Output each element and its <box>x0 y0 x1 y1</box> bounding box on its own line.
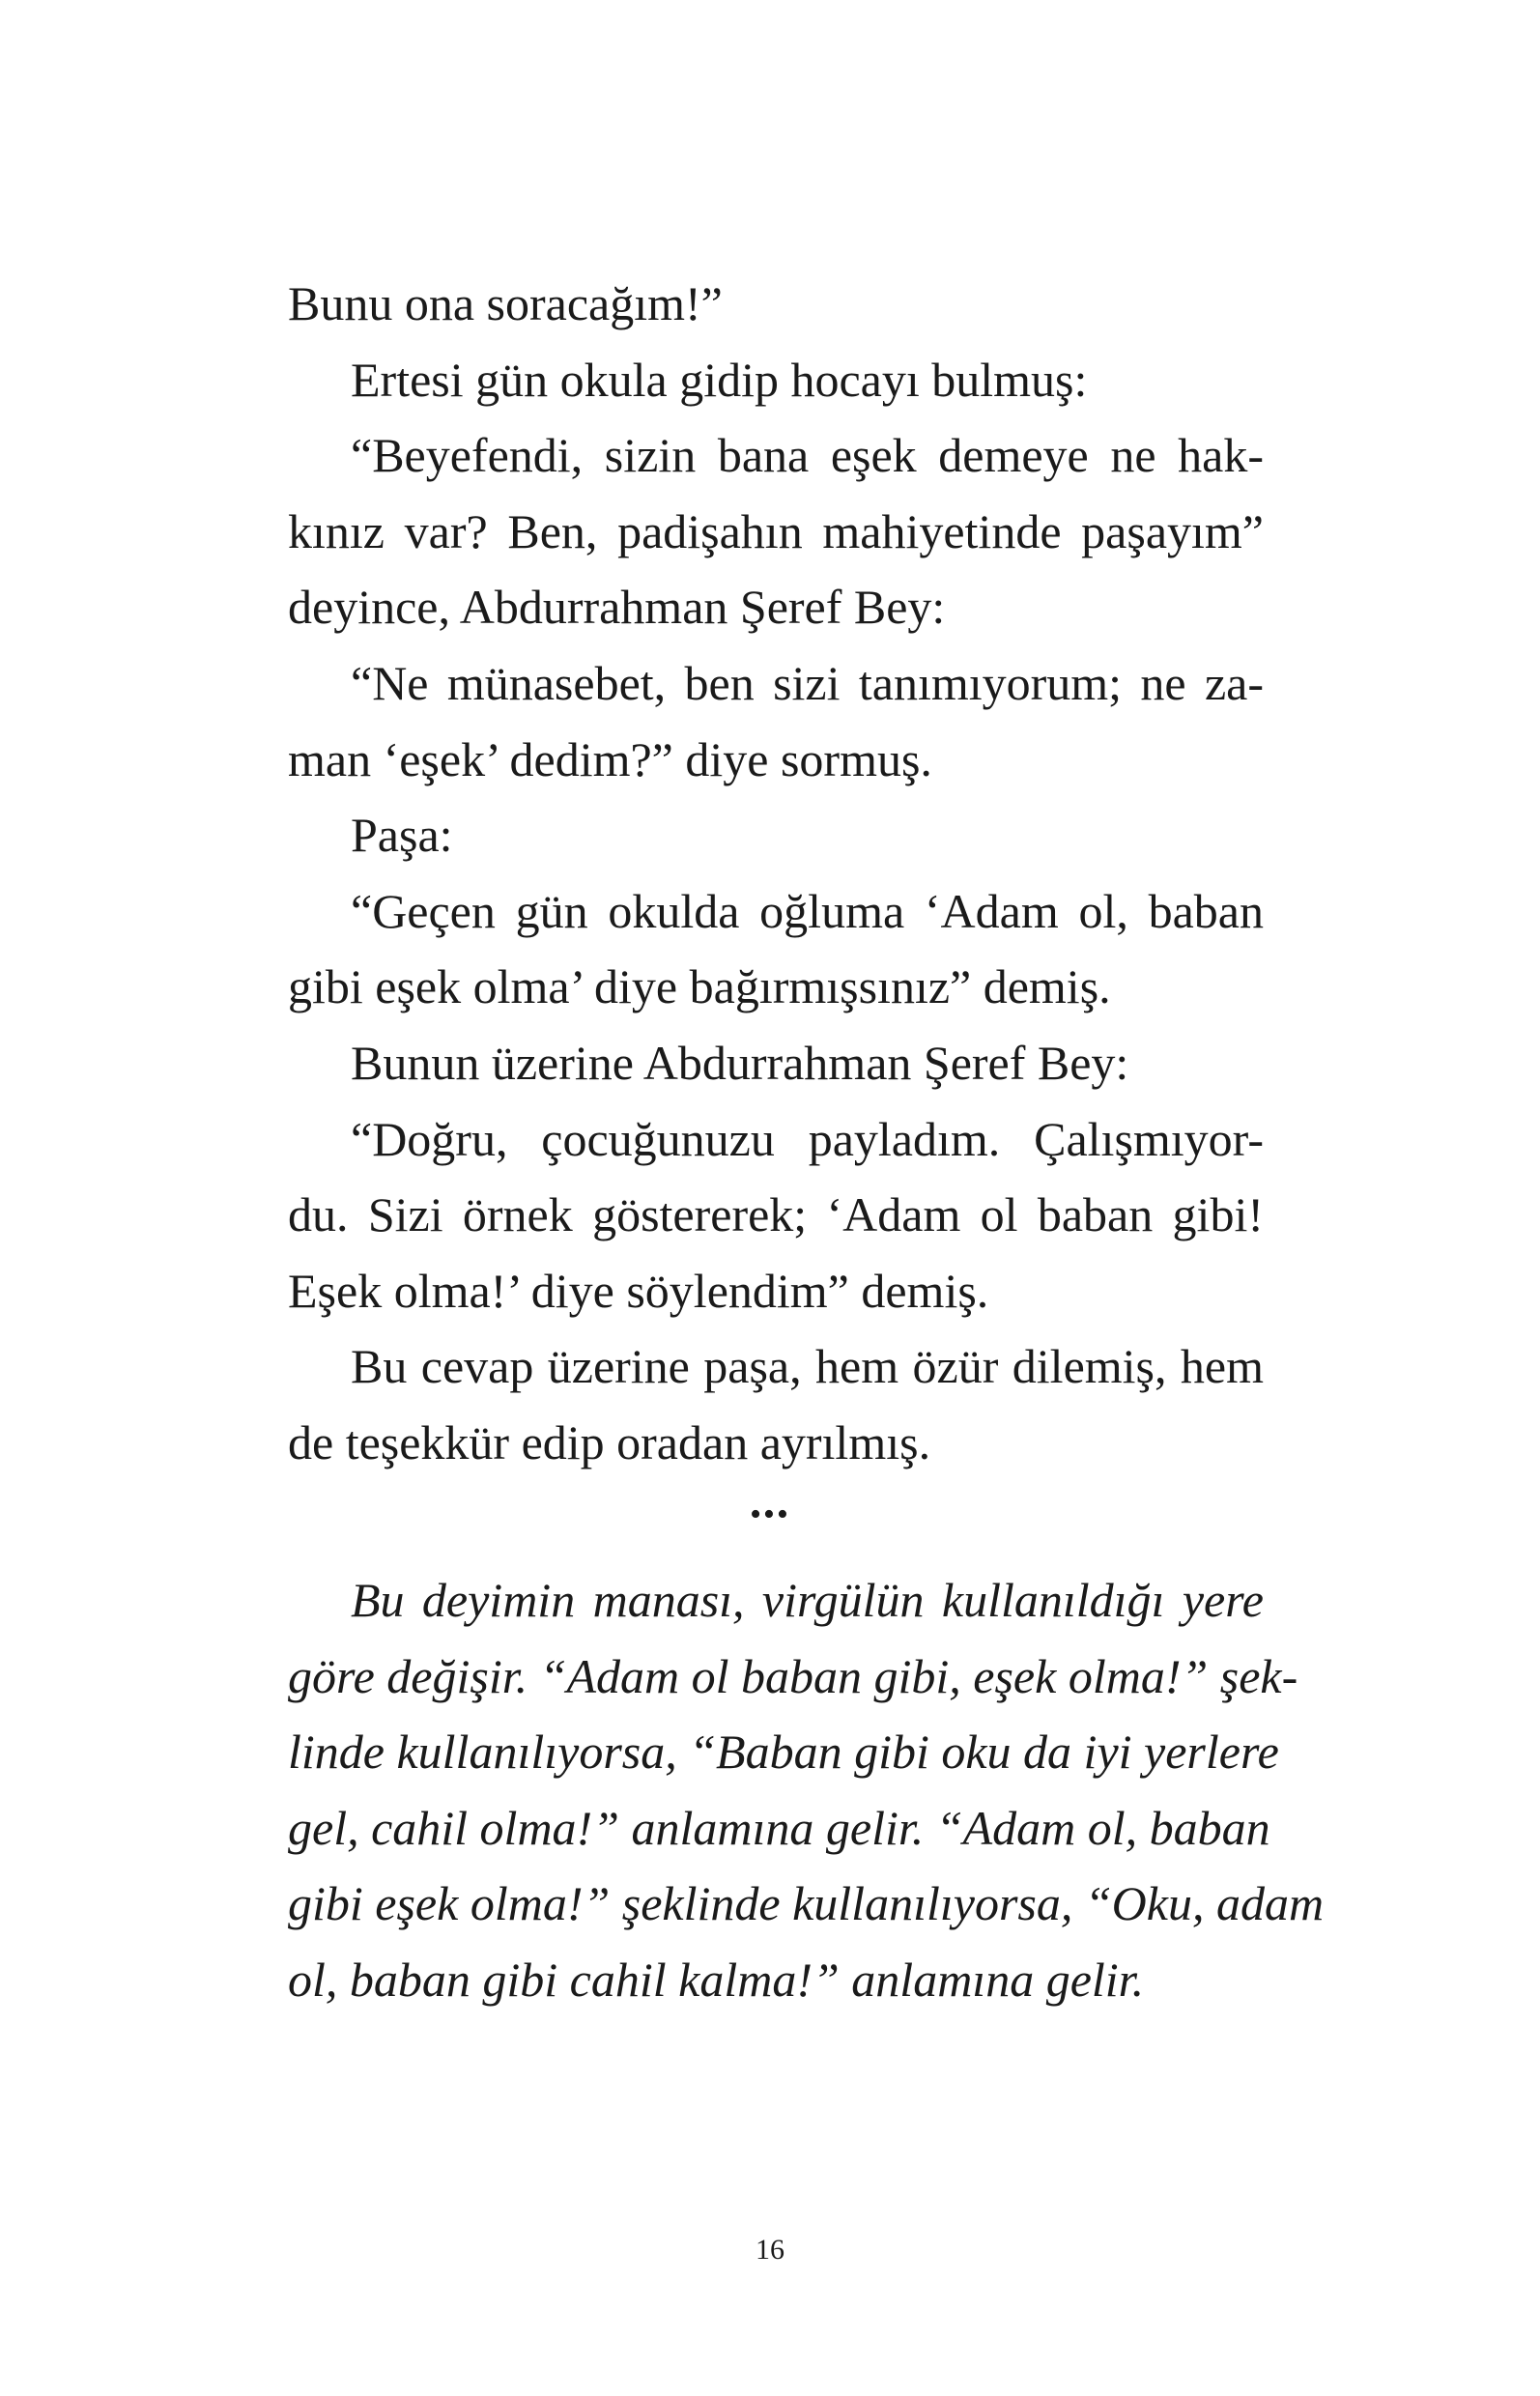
italic-line: göre değişir. “Adam ol baban gibi, eşek olma!” şek- <box>288 1648 1298 1703</box>
text-line: man ‘eşek’ dedim?” diye sormuş. <box>288 731 932 786</box>
italic-line: Bu deyimin manası, virgülün kullanıldığı yere <box>351 1573 1264 1627</box>
text-line: de teşekkür edip oradan ayrılmış. <box>288 1414 931 1469</box>
idiom-explanation <box>288 1562 1325 2018</box>
text-line: Paşa: <box>351 808 453 863</box>
text-line: Ertesi gün okula gidip hocayı bulmuş: <box>351 352 1088 407</box>
text-line: “Beyefendi, sizin bana eşek demeye ne hak- <box>351 428 1264 483</box>
text-line: “Ne münasebet, ben sizi tanımıyorum; ne za- <box>351 655 1264 710</box>
italic-line: linde kullanılıyorsa, “Baban gibi oku da iyi yerlere <box>288 1725 1279 1780</box>
text-line: “Doğru, çocuğunuzu payladım. Çalışmıyor- <box>351 1111 1264 1166</box>
text-line: gibi eşek olma’ diye bağırmışsınız” demiş. <box>288 959 1111 1014</box>
text-line: deyince, Abdurrahman Şeref Bey: <box>288 580 946 635</box>
page-number: 16 <box>756 2234 784 2266</box>
text-line: kınız var? Ben, padişahın mahiyetinde paşayım” <box>288 503 1264 558</box>
italic-line: ol, baban gibi cahil kalma!” anlamına gelir. <box>288 1952 1145 2007</box>
text-line: Bunu ona soracağım!” <box>288 276 723 330</box>
text-line: Eşek olma!’ diye söylendim” demiş. <box>288 1263 989 1318</box>
italic-line: gel, cahil olma!” anlamına gelir. “Adam ol, baban <box>288 1800 1270 1855</box>
section-separator: ••• <box>750 1497 790 1532</box>
text-line: du. Sizi örnek göstererek; ‘Adam ol baban gibi! <box>288 1187 1264 1242</box>
text-line: “Geçen gün okulda oğluma ‘Adam ol, baban <box>351 883 1264 938</box>
italic-line: gibi eşek olma!” şeklinde kullanılıyorsa, “Oku, adam <box>288 1876 1325 1931</box>
text-line: Bunun üzerine Abdurrahman Şeref Bey: <box>351 1035 1129 1090</box>
story-text <box>288 266 1264 1481</box>
text-line: Bu cevap üzerine paşa, hem özür dilemiş, hem <box>351 1339 1264 1394</box>
